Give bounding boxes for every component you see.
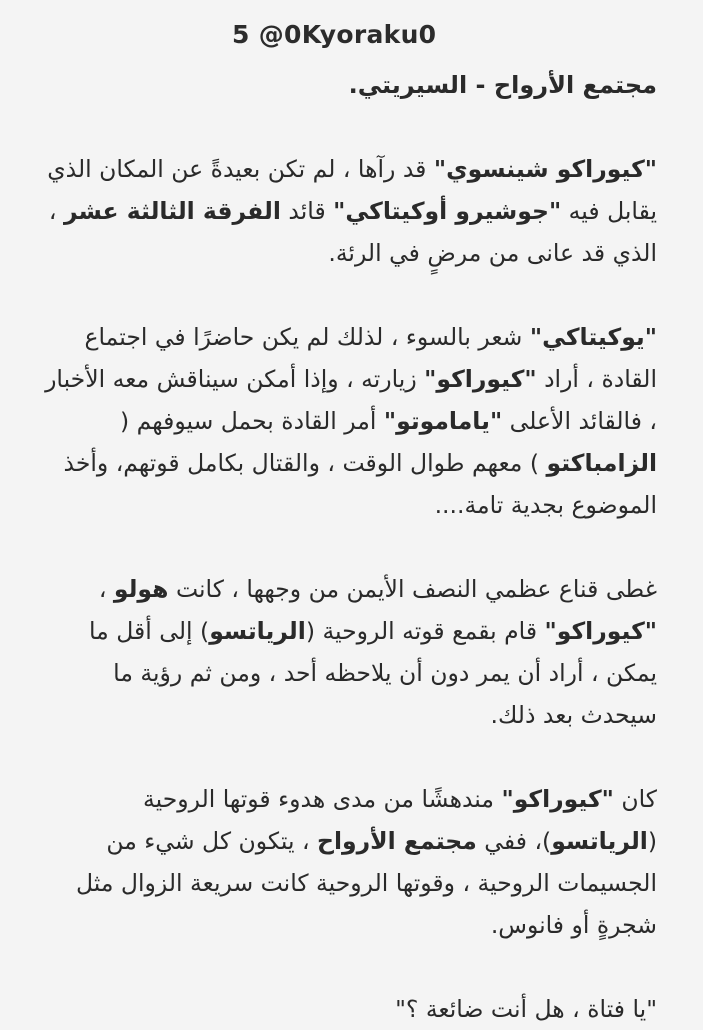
- text-segment: "يا فتاة ، هل أنت ضائعة ؟": [395, 995, 657, 1023]
- text-segment: زيارته ، وإذا أمكن سيناقش معه الأخبار ، فالقائد الأعلى: [45, 365, 657, 435]
- text-segment: ) إلى أقل ما يمكن ، أراد أن يمر دون أن يلاحظه أحد ، ومن ثم رؤية ما سيحدث بعد ذلك.: [89, 617, 657, 729]
- bold-segment: "كيوراكو": [501, 785, 614, 813]
- author-handle: 5 @0Kyoraku0: [232, 20, 437, 49]
- bold-segment: "يوكيتاكي": [529, 323, 657, 351]
- text-segment: قائد: [280, 197, 334, 225]
- bold-segment: الرياتسو: [551, 827, 648, 855]
- chapter-title: مجتمع الأرواح - السيريتي.: [348, 71, 657, 99]
- text-segment: ،: [98, 575, 114, 603]
- bold-segment: "كيوراكو": [424, 365, 537, 393]
- text-segment: أمر القادة بحمل سيوفهم (: [120, 407, 384, 435]
- text-segment: ، الذي قد عانى من مرضٍ في الرئة.: [48, 197, 657, 267]
- text-segment: ) معهم طوال الوقت ، والقتال بكامل قوتهم، وأخذ الموضوع بجدية تامة....: [63, 449, 657, 519]
- paragraph: [40, 148, 657, 274]
- bold-segment: "كيوراكو": [544, 617, 657, 645]
- bold-segment: الزامباكتو: [546, 449, 657, 477]
- text-segment: قد رآها ، لم تكن بعيدةً عن المكان الذي يقابل فيه: [47, 155, 657, 225]
- text-segment: شعر بالسوء ، لذلك لم يكن حاضرًا في اجتماع القادة ، أراد: [84, 323, 657, 393]
- paragraph: [40, 568, 657, 736]
- paragraph-list: [40, 148, 657, 1030]
- text-segment: ، يتكون كل شيء من الجسيمات الروحية ، وقوتها الروحية كانت سريعة الزوال مثل شجرةٍ أو فانوس.: [75, 827, 657, 939]
- bold-segment: "ياماموتو": [383, 407, 503, 435]
- bold-segment: "جوشيرو أوكيتاكي": [333, 197, 562, 225]
- paragraph: [40, 778, 657, 946]
- bold-segment: الرياتسو: [209, 617, 306, 645]
- text-segment: غطى قناع عظمي النصف الأيمن من وجهها ، كانت: [168, 575, 657, 603]
- text-segment: قام بقمع قوته الروحية (: [305, 617, 545, 645]
- bold-segment: "كيوراكو شينسوي": [433, 155, 657, 183]
- text-segment: كان: [613, 785, 657, 813]
- bold-segment: مجتمع الأرواح: [317, 827, 477, 855]
- text-segment: )، ففي: [476, 827, 552, 855]
- bold-segment: الفرقة الثالثة عشر: [63, 197, 281, 225]
- paragraph: [40, 316, 657, 526]
- text-segment: مندهشًا من مدى هدوء قوتها الروحية (: [143, 785, 657, 855]
- story-text: [40, 64, 657, 1030]
- bold-segment: هولو: [113, 575, 169, 603]
